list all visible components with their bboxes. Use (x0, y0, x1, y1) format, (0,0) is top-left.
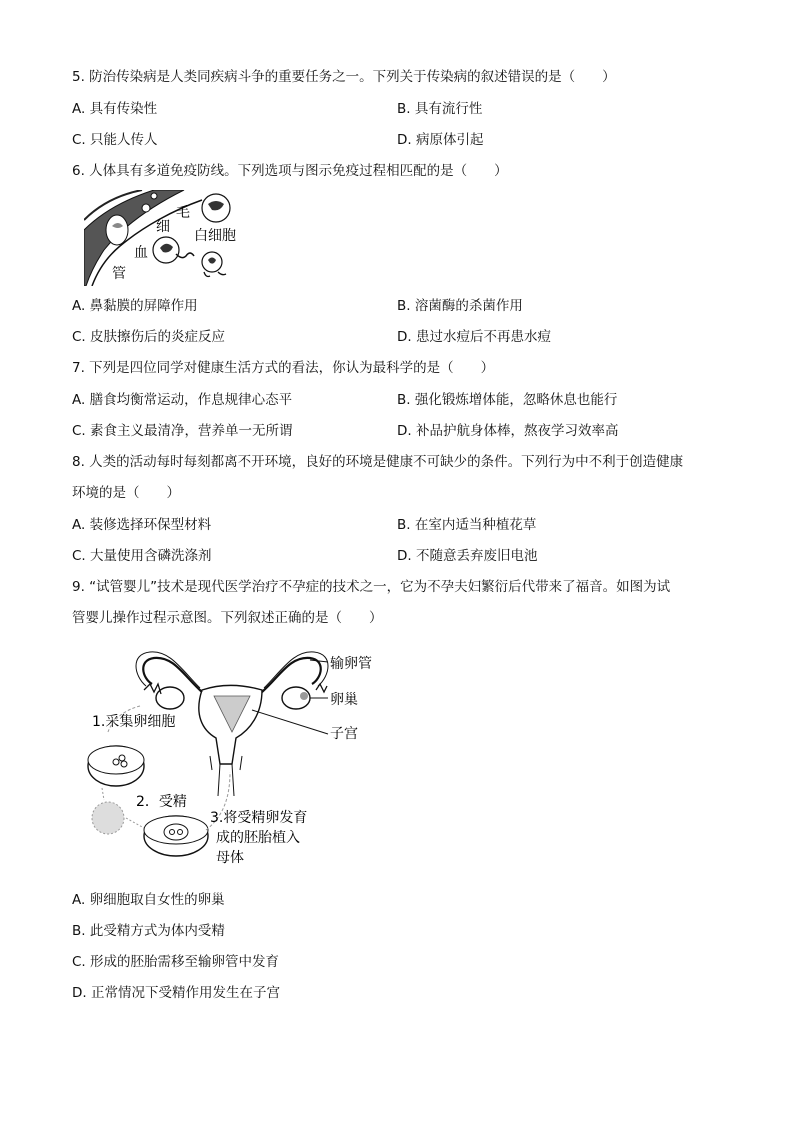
q7-option-c: C. 素食主义最清净，营养单一无所谓 (72, 423, 293, 439)
label-ovary: 卵巢 (330, 692, 358, 708)
q6-option-b: B. 溶菌酶的杀菌作用 (397, 298, 523, 314)
label-wbc: 白细胞 (194, 228, 236, 244)
q8-option-a: A. 装修选择环保型材料 (72, 517, 212, 533)
q8-option-d: D. 不随意丢弃废旧电池 (397, 548, 538, 564)
q5-option-b: B. 具有流行性 (397, 101, 483, 117)
q7-stem: 7. 下列是四位同学对健康生活方式的看法，你认为最科学的是（ ） (72, 360, 495, 376)
sperm-sample (92, 802, 124, 834)
label-guan: 管 (112, 266, 126, 282)
q7-option-a: A. 膳食均衡常运动，作息规律心态平 (72, 392, 293, 408)
q5-option-d: D. 病原体引起 (397, 132, 484, 148)
q6-option-c: C. 皮肤擦伤后的炎症反应 (72, 329, 226, 345)
q5-stem: 5. 防治传染病是人类同疾病斗争的重要任务之一。下列关于传染病的叙述错误的是（ ） (72, 69, 616, 85)
label-oviduct: 输卵管 (330, 656, 372, 672)
q6-immune-figure (84, 190, 254, 286)
q9-option-c: C. 形成的胚胎需移至输卵管中发育 (72, 954, 280, 970)
q8-stem-line1: 8. 人类的活动每时每刻都离不开环境，良好的环境是健康不可缺少的条件。下列行为中不利于创造健康 (72, 454, 684, 470)
q6-option-d: D. 患过水痘后不再患水痘 (397, 329, 551, 345)
label-xue: 血 (134, 245, 148, 261)
q7-option-d: D. 补品护航身体棒，熬夜学习效率高 (397, 423, 619, 439)
q6-option-a: A. 鼻黏膜的屏障作用 (72, 298, 198, 314)
q8-option-c: C. 大量使用含磷洗涤剂 (72, 548, 212, 564)
label-step2: 2．受精 (136, 794, 187, 810)
label-step3-line3: 母体 (216, 850, 244, 866)
q5-option-c: C. 只能人传人 (72, 132, 158, 148)
q9-stem-line1: 9. “试管婴儿”技术是现代医学治疗不孕症的技术之一，它为不孕夫妇繁衍后代带来了福音。如图为试 (72, 579, 671, 595)
label-step3-line2: 成的胚胎植入 (216, 830, 300, 846)
q5-option-a: A. 具有传染性 (72, 101, 158, 117)
q6-stem: 6. 人体具有多道免疫防线。下列选项与图示免疫过程相匹配的是（ ） (72, 163, 508, 179)
label-mao: 毛 (176, 205, 190, 221)
q7-option-b: B. 强化锻炼增体能，忽略休息也能行 (397, 392, 618, 408)
label-uterus: 子宫 (330, 726, 358, 742)
q9-option-b: B. 此受精方式为体内受精 (72, 923, 225, 939)
cell-in-wall (106, 215, 128, 245)
q8-option-b: B. 在室内适当种植花草 (397, 517, 537, 533)
q9-stem-line2: 管婴儿操作过程示意图。下列叙述正确的是（ ） (72, 610, 383, 626)
label-xi: 细 (156, 219, 170, 235)
q9-ivf-figure (84, 646, 394, 870)
label-step3-line1: 3.将受精卵发育 (210, 810, 308, 826)
q9-option-a: A. 卵细胞取自女性的卵巢 (72, 892, 225, 908)
q8-stem-line2: 环境的是（ ） (72, 485, 180, 501)
label-step1: 1.采集卵细胞 (92, 714, 176, 730)
q9-option-d: D. 正常情况下受精作用发生在子宫 (72, 985, 280, 1001)
